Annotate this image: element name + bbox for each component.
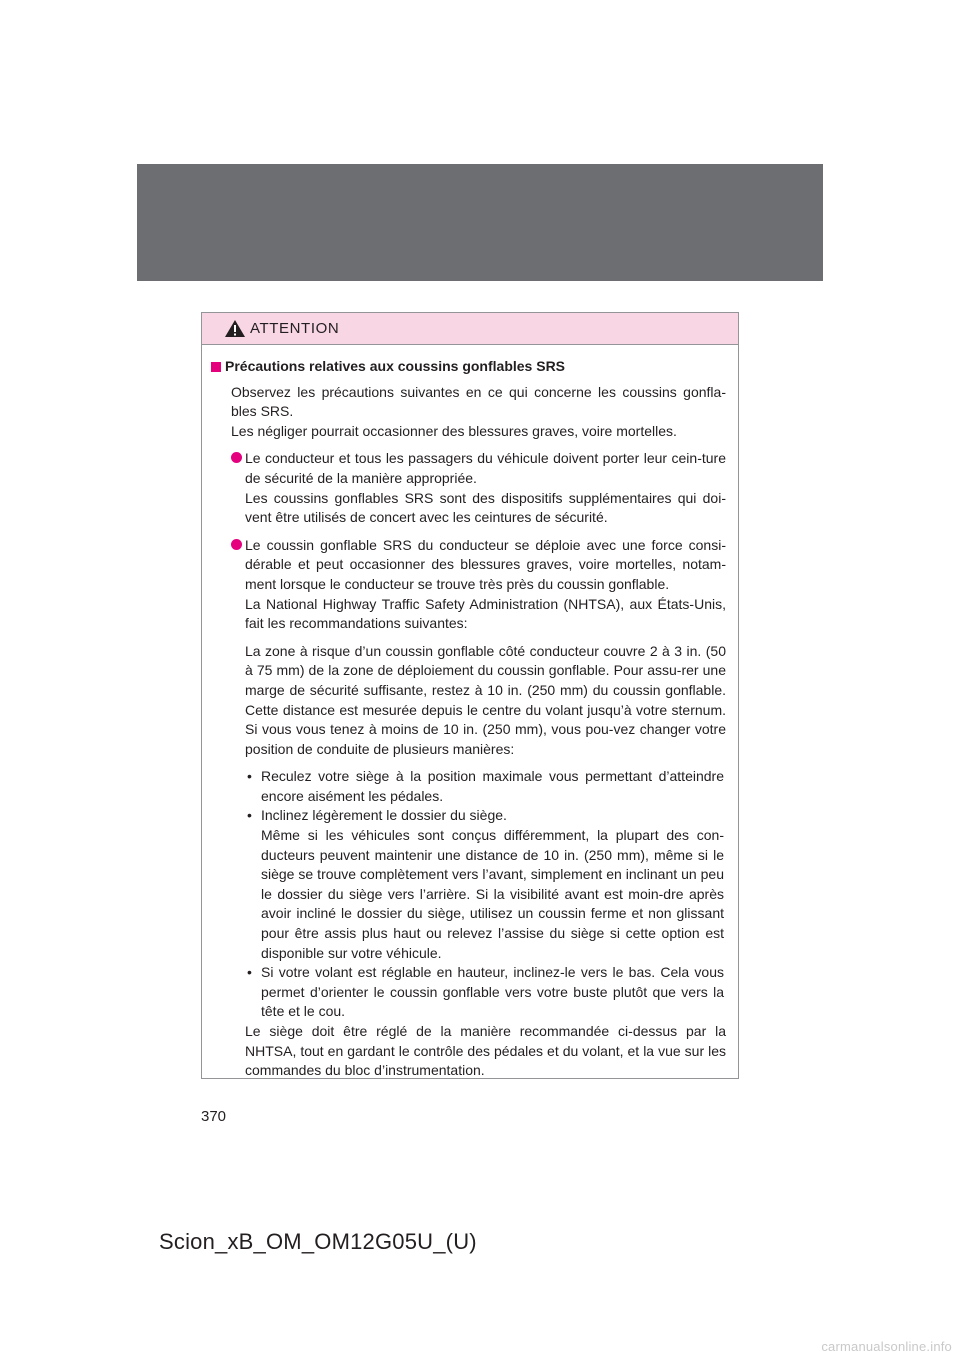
header-band [137, 164, 823, 281]
recommendation-item [245, 963, 724, 1022]
list-item [231, 536, 738, 634]
warning-box [201, 312, 739, 1079]
footer-code: Scion_xB_OM_OM12G05U_(U) [159, 1229, 477, 1254]
item-text-2: La National Highway Traffic Safety Administration (NHTSA), aux États-Unis, fait les recommandations suivantes: [245, 595, 726, 632]
recommendation-item [245, 767, 724, 806]
item-text-2: Les coussins gonflables SRS sont des dispositifs supplémentaires qui doi-vent être utilisés de concert avec les ceintures de sécurité. [245, 489, 726, 526]
warning-header [202, 313, 738, 345]
warning-title: ATTENTION [250, 320, 340, 337]
recommendation-text: Si votre volant est réglable en hauteur, inclinez-le vers le bas. Cela vous permet d’orienter le coussin gonflable vers votre buste plutôt que vers la tête et le cou. [261, 964, 724, 1020]
recommendation-text: Inclinez légèrement le dossier du siège. [261, 807, 507, 824]
circle-bullet-icon [231, 452, 242, 463]
item-text-1: Le coussin gonflable SRS du conducteur se déploie avec une force consi-dérable et peut occasionner des blessures graves, voire mortelles, notam-ment lorsque le conducteur se trouve très près du coussin gonflable. [245, 536, 726, 592]
intro-paragraph-1: Observez les précautions suivantes en ce qui concerne les coussins gonfla-bles SRS. [231, 383, 726, 420]
recommendation-text: Reculez votre siège à la position maximale vous permettant d’atteindre encore aisément les pédales. [261, 768, 724, 804]
section-heading-text: Précautions relatives aux coussins gonflables SRS [225, 358, 566, 374]
closing-paragraph: Le siège doit être réglé de la manière recommandée ci-dessus par la NHTSA, tout en gardant le contrôle des pédales et du volant, et la vue sur les commandes du bloc d’instrumentation. [245, 1023, 726, 1079]
section-heading [211, 357, 728, 377]
square-bullet-icon [211, 362, 221, 372]
warning-triangle-icon [224, 319, 246, 338]
watermark: carmanualsonline.info [821, 1339, 952, 1354]
item-text-1: Le conducteur et tous les passagers du véhicule doivent porter leur cein-ture de sécurité de la manière appropriée. [245, 450, 726, 486]
recommendation-item [245, 806, 724, 963]
circle-bullet-icon [231, 539, 242, 550]
dot-bullet-icon: • [247, 768, 252, 785]
dot-bullet-icon: • [247, 807, 252, 824]
recommendation-extra: Même si les véhicules sont conçus différemment, la plupart des con-ducteurs peuvent maintenir une distance de 10 in. (250 mm), même si le siège se trouve complètement vers l’avant, simplement en inclinant un peu le dossier du siège vers l’arrière. Si la visibilité avant est moin-dre après avoir incliné le dossier du siège, utilisez un coussin ferme et non glissant pour être assis plus haut ou relevez l’assise du siège si cette option est disponible sur votre véhicule. [261, 827, 724, 961]
dot-bullet-icon: • [247, 964, 252, 981]
recommendation-list [245, 767, 724, 1022]
warning-body [202, 345, 738, 1081]
list-item [231, 449, 738, 527]
danger-zone-paragraph: La zone à risque d’un coussin gonflable côté conducteur couvre 2 à 3 in. (50 à 75 mm) de la zone de déploiement du coussin gonflable. Pour assu-rer une marge de sécurité suffisante, restez à 10 in. (250 mm) du coussin gonflable. Cette distance est mesurée depuis le centre du volant jusqu’à votre sternum. Si vous vous tenez à moins de 10 in. (250 mm), vous pou-vez changer votre position de conduite de plusieurs manières: [245, 642, 726, 757]
page-number: 370 [201, 1108, 227, 1125]
intro-paragraph-2: Les négliger pourrait occasionner des blessures graves, voire mortelles. [231, 422, 677, 439]
